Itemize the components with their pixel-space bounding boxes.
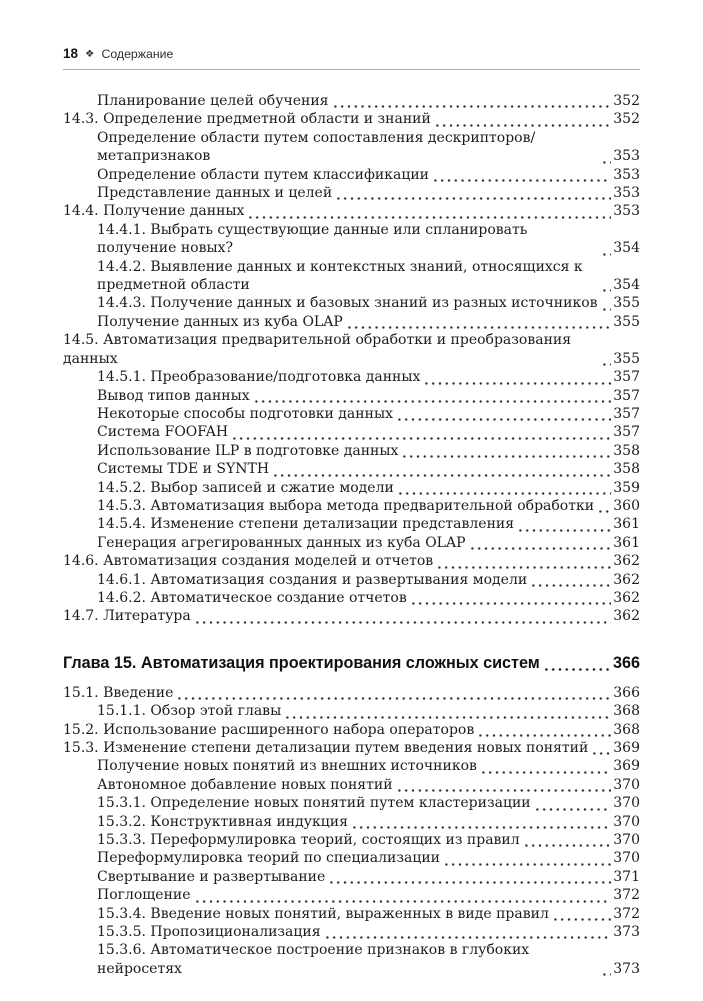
toc-entry: [63, 849, 640, 867]
toc-entry-page: 370: [613, 795, 640, 812]
toc-entry: [63, 813, 640, 831]
toc-entry-text: 15.3.4. Введение новых понятий, выраженных в виде правил: [97, 905, 549, 922]
toc-entry-text: 14.4.2. Выявление данных и контекстных знаний, относящихся к предметной области: [97, 258, 583, 294]
toc-entry-page: 355: [613, 295, 640, 312]
toc-entry-page: 353: [613, 185, 640, 202]
toc-entry: [63, 405, 640, 423]
toc-entry-text: Автономное добавление новых понятий: [97, 776, 393, 793]
toc-entry: [63, 571, 640, 589]
toc-leader-dots: [194, 886, 612, 904]
toc-entry: [63, 739, 640, 757]
toc-entry: [63, 423, 640, 441]
toc-leader-dots: [591, 739, 611, 757]
toc-leader-dots: [396, 776, 612, 794]
toc-entry-page: 362: [613, 608, 640, 625]
toc-entry-page: 357: [613, 387, 640, 404]
toc-leader-dots: [477, 721, 611, 739]
toc-entry-text: Получение данных из куба OLAP: [97, 313, 343, 330]
toc-entry-text: Системы TDE и SYNTH: [97, 461, 270, 478]
toc-entry-page: 354: [613, 240, 640, 257]
toc-entry-text: 14.6.2. Автоматическое создание отчетов: [97, 589, 407, 606]
toc-entry-page: 366: [613, 684, 640, 701]
toc-entry: [63, 387, 640, 405]
toc-entry-text: 15.3.3. Переформулировка теорий, состоящих из правил: [97, 832, 520, 849]
page-number: 18: [63, 46, 79, 61]
toc-leader-dots: [397, 479, 611, 497]
toc-leader-dots: [436, 552, 611, 570]
toc-entry-page: 362: [613, 589, 640, 606]
toc-entry-text: 14.7. Литература: [63, 608, 191, 625]
toc-entry: [63, 313, 640, 331]
toc-entry-page: 352: [613, 111, 640, 128]
toc-entry: [63, 757, 640, 775]
toc-entry-text: 15.3.6. Автоматическое построение признаков в глубоких нейросетях: [97, 942, 530, 977]
toc-entry-page: 357: [613, 424, 640, 441]
toc-entry-text: Представление данных и целей: [97, 185, 333, 202]
toc-entry-text: 14.4.1. Выбрать существующие данные или спланировать получение новых?: [97, 221, 528, 257]
toc-entry: [63, 653, 640, 674]
toc-entry-page: 373: [613, 924, 640, 941]
toc-entry-text: Планирование целей обучения: [97, 93, 329, 109]
toc-leader-dots: [176, 684, 611, 702]
toc-leader-dots: [434, 110, 611, 128]
toc-entry-page: 358: [613, 461, 640, 478]
toc-entry-page: 353: [613, 166, 640, 183]
running-head: [63, 46, 640, 70]
toc-entry: [63, 331, 640, 368]
toc-list: [63, 92, 640, 978]
toc-entry-page: 358: [613, 442, 640, 459]
toc-entry-text: Использование ILP в подготовке данных: [97, 442, 399, 459]
toc-entry: [63, 479, 640, 497]
toc-entry: [63, 110, 640, 128]
toc-leader-dots: [517, 515, 611, 533]
toc-leader-dots: [401, 442, 611, 460]
toc-leader-dots: [247, 202, 611, 220]
toc-entry-page: 357: [613, 369, 640, 386]
toc-entry: [63, 202, 640, 220]
toc-entry-text: 14.6.1. Автоматизация создания и развертывания модели: [97, 571, 528, 588]
toc-entry-text: 15.3.2. Конструктивная индукция: [97, 813, 348, 830]
toc-entry: [63, 258, 640, 295]
toc-entry-text: Получение новых понятий из внешних источников: [97, 758, 477, 775]
toc-entry-page: 370: [613, 776, 640, 793]
toc-entry: [63, 941, 640, 978]
toc-entry: [63, 905, 640, 923]
toc-entry-text: Система FOOFAH: [97, 424, 229, 441]
toc-leader-dots: [328, 868, 611, 886]
toc-entry-text: 15.1. Введение: [63, 684, 174, 701]
toc-entry-text: Определение области путем сопоставления дескрипторов/метапризнаков: [97, 129, 536, 165]
toc-entry-page: 352: [613, 93, 640, 109]
toc-entry-text: 14.5.2. Выбор записей и сжатие модели: [97, 479, 394, 496]
toc-entry-page: 361: [613, 516, 640, 533]
toc-leader-dots: [601, 294, 612, 312]
toc-leader-dots: [543, 653, 611, 674]
toc-entry-page: 354: [613, 277, 640, 294]
toc-leader-dots: [601, 960, 611, 978]
toc-entry-page: 359: [613, 479, 640, 496]
toc-leader-dots: [351, 813, 611, 831]
toc-leader-dots: [601, 350, 611, 368]
toc-entry-text: 15.2. Использование расширенного набора операторов: [63, 721, 475, 738]
toc-leader-dots: [332, 92, 612, 110]
toc-entry: [63, 221, 640, 258]
toc-entry-text: 15.3.5. Пропозиционализация: [97, 924, 321, 941]
toc-leader-dots: [272, 460, 611, 478]
toc-entry-page: 362: [613, 553, 640, 570]
toc-entry: [63, 684, 640, 702]
toc-leader-dots: [534, 794, 612, 812]
toc-entry-page: 373: [613, 960, 640, 977]
toc-entry: [63, 831, 640, 849]
toc-entry-page: 369: [613, 740, 640, 756]
toc-entry-text: Некоторые способы подготовки данных: [97, 405, 393, 422]
toc-entry: [63, 497, 640, 515]
toc-leader-dots: [346, 313, 612, 331]
toc-entry: [63, 552, 640, 570]
toc-entry-page: 353: [613, 148, 640, 165]
toc-entry-page: 362: [613, 571, 640, 588]
toc-entry: [63, 184, 640, 202]
toc-leader-dots: [410, 589, 612, 607]
toc-leader-dots: [396, 405, 611, 423]
toc-leader-dots: [194, 607, 612, 625]
toc-entry-page: 371: [613, 868, 640, 885]
toc-entry: [63, 460, 640, 478]
toc-entry-text: 14.6. Автоматизация создания моделей и отчетов: [63, 553, 434, 570]
toc-leader-dots: [423, 368, 611, 386]
toc-entry-text: 14.5.4. Изменение степени детализации представления: [97, 516, 515, 533]
toc-entry-text: Поглощение: [97, 887, 191, 904]
toc-entry-text: 14.4. Получение данных: [63, 203, 245, 220]
toc-entry-text: 14.4.3. Получение данных и базовых знаний из разных источников: [97, 295, 598, 312]
toc-entry: [63, 166, 640, 184]
toc-leader-dots: [601, 276, 611, 294]
toc-entry-page: 370: [613, 850, 640, 867]
toc-leader-dots: [231, 423, 611, 441]
toc-leader-dots: [284, 702, 611, 720]
toc-entry: [63, 368, 640, 386]
toc-leader-dots: [523, 831, 612, 849]
toc-entry-text: 15.3.1. Определение новых понятий путем кластеризации: [97, 795, 531, 812]
toc-leader-dots: [601, 147, 611, 165]
toc-entry: [63, 923, 640, 941]
toc-entry-text: Определение области путем классификации: [97, 166, 429, 183]
toc-leader-dots: [552, 905, 611, 923]
toc-leader-dots: [480, 757, 611, 775]
toc-entry: [63, 702, 640, 720]
toc-entry-text: Вывод типов данных: [97, 387, 250, 404]
toc-entry-page: 372: [613, 905, 640, 922]
toc-entry-page: 370: [613, 832, 640, 849]
toc-leader-dots: [324, 923, 612, 941]
toc-entry: [63, 534, 640, 552]
toc-entry-text: 14.5.1. Преобразование/подготовка данных: [97, 369, 421, 386]
toc-leader-dots: [335, 184, 611, 202]
diamond-ornament-icon: ❖: [85, 48, 95, 60]
toc-entry-page: 357: [613, 405, 640, 422]
toc-entry-page: 366: [612, 653, 640, 672]
toc-entry-text: Глава 15. Автоматизация проектирования сложных систем: [63, 653, 540, 672]
toc-entry-page: 353: [613, 203, 640, 220]
toc-entry-text: Переформулировка теорий по специализации: [97, 850, 441, 867]
toc-entry: [63, 129, 640, 166]
toc-leader-dots: [601, 239, 611, 257]
toc-entry: [63, 294, 640, 312]
toc-entry: [63, 607, 640, 625]
toc-leader-dots: [253, 387, 612, 405]
toc-entry: [63, 721, 640, 739]
toc-entry: [63, 442, 640, 460]
toc-leader-dots: [469, 534, 612, 552]
toc-entry-page: 372: [613, 887, 640, 904]
toc-entry: [63, 776, 640, 794]
toc-leader-dots: [432, 166, 611, 184]
toc-entry-text: Свертывание и развертывание: [97, 868, 326, 885]
toc-leader-dots: [597, 497, 611, 515]
toc-entry: [63, 868, 640, 886]
toc-entry-page: 370: [613, 813, 640, 830]
toc-entry-page: 355: [613, 350, 640, 367]
toc-entry: [63, 886, 640, 904]
toc-entry-page: 368: [613, 703, 640, 720]
toc-entry: [63, 794, 640, 812]
toc-entry: [63, 92, 640, 110]
toc-leader-dots: [443, 849, 611, 867]
running-head-title: Содержание: [101, 47, 174, 61]
toc-entry-page: 355: [613, 313, 640, 330]
toc-entry: [63, 589, 640, 607]
toc-entry-text: Генерация агрегированных данных из куба OLAP: [97, 534, 466, 551]
toc-entry-page: 369: [613, 758, 640, 775]
toc-entry-text: 15.3. Изменение степени детализации путем введения новых понятий: [63, 740, 589, 756]
toc-entry-page: 361: [613, 534, 640, 551]
toc-entry-page: 360: [613, 497, 640, 514]
toc-leader-dots: [530, 571, 611, 589]
toc-entry-text: 15.1.1. Обзор этой главы: [97, 703, 282, 720]
toc-entry-text: 14.5. Автоматизация предварительной обработки и преобразования данных: [63, 332, 572, 367]
toc-entry-text: 14.5.3. Автоматизация выбора метода предварительной обработки: [97, 497, 595, 514]
toc-entry-text: 14.3. Определение предметной области и знаний: [63, 111, 431, 128]
toc-entry: [63, 515, 640, 533]
toc-entry-page: 368: [613, 721, 640, 738]
